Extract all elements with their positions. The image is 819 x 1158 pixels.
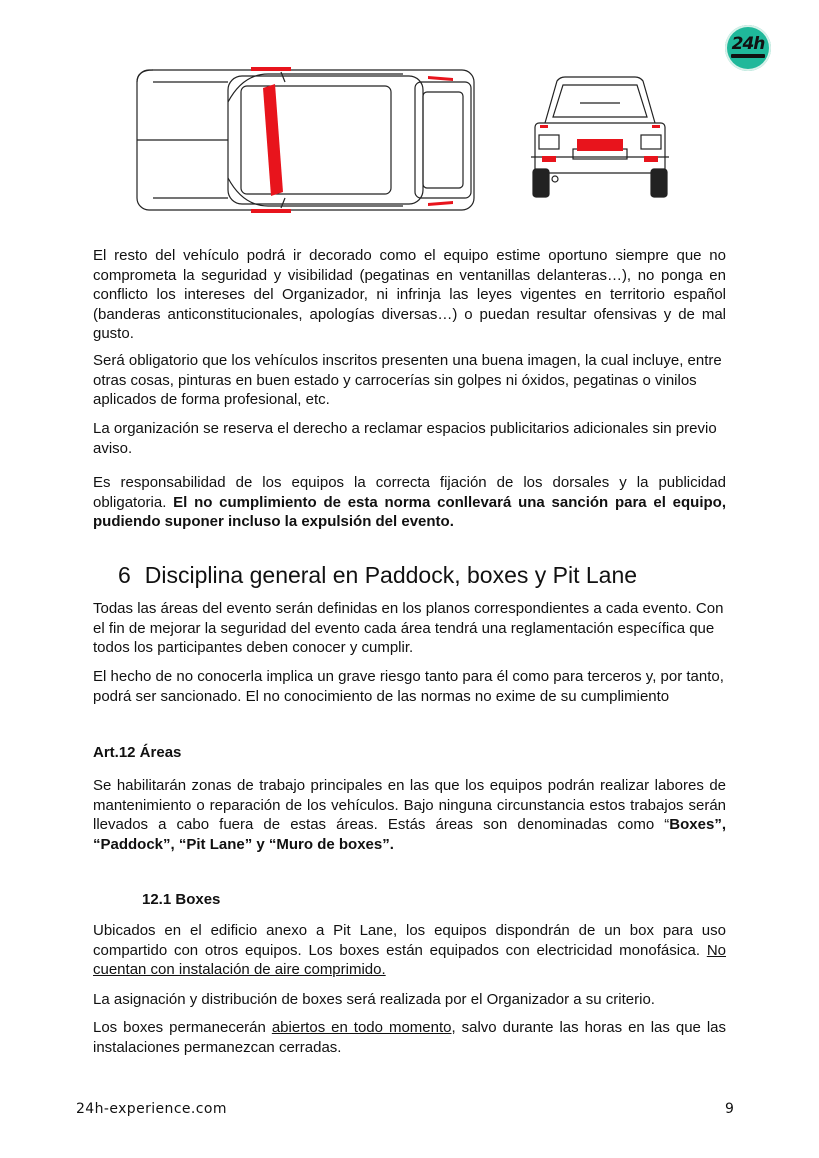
footer-page-number: 9 <box>725 1101 734 1117</box>
section-number: 6 <box>118 562 131 588</box>
paragraph-image: Será obligatorio que los vehículos inscritos presenten una buena imagen, la cual incluye, entre otras cosas, pinturas en buen estado y carrocerías sin golpes ni óxidos, pegatinas o vinilos aplicados de forma profesional, etc. <box>93 352 722 409</box>
boxes-no-compressed-air: No cuentan con instalación de aire comprimido. <box>93 941 726 979</box>
rear-top-left <box>540 125 548 128</box>
car-rear-view-figure <box>525 73 675 201</box>
top-right-strip <box>428 76 453 81</box>
rear-plate-strip <box>577 139 623 151</box>
rear-top-right <box>652 125 660 128</box>
bottom-left-strip <box>251 209 291 213</box>
footer-site: 24h-experience.com <box>76 1101 227 1117</box>
paragraph-areas-defined: Todas las áreas del evento serán definidas en los planos correspondientes a cada evento. Con el fin de mejorar la seguridad del evento cada área tendrá una reglamentación específica que todos los participantes deben conocer y cumplir. <box>93 600 724 657</box>
subsection-boxes-title: 12.1 Boxes <box>142 891 221 908</box>
logo-24h <box>725 25 771 71</box>
bottom-right-strip <box>428 201 453 206</box>
boxes-open-underline: abiertos en todo momento <box>271 1019 452 1036</box>
boxes-open-after: , salvo durante las horas en las que las instalaciones permanezcan cerradas. <box>93 1019 727 1056</box>
paragraph-boxes-open <box>93 1018 726 1057</box>
logo-checker-strip <box>731 54 765 58</box>
paragraph-advertising: La organización se reserva el derecho a reclamar espacios publicitarios adicionales sin previo aviso. <box>93 420 717 457</box>
car-top-view-figure <box>133 62 478 218</box>
article-12-areas: Boxes”, “Paddock”, “Pit Lane” y “Muro de boxes”. <box>93 816 726 853</box>
logo-text: 24h <box>731 34 765 54</box>
section-title: Disciplina general en Paddock, boxes y Pit Lane <box>144 562 638 588</box>
responsibility-text: Es responsabilidad de los equipos la correcta fijación de los dorsales y la publicidad obligatoria. <box>93 474 726 511</box>
boxes-open-before: Los boxes permanecerán <box>93 1019 272 1036</box>
responsibility-sanction: El no cumplimiento de esta norma conllevará una sanción para el equipo, pudiendo suponer incluso la expulsión del evento. <box>93 493 726 531</box>
paragraph-boxes-location <box>93 921 726 980</box>
rear-light-left <box>542 156 556 162</box>
top-left-strip <box>251 67 291 71</box>
article-12-title: Art.12 Áreas <box>93 744 182 761</box>
paragraph-risk: El hecho de no conocerla implica un grave riesgo tanto para él como para terceros y, por tanto, podrá ser sancionado. El no conocimiento de las normas no exime de su cumplimiento <box>93 668 724 705</box>
paragraph-decoration: El resto del vehículo podrá ir decorado como el equipo estime oportuno siempre que no comprometa la seguridad y visibilidad (pegatinas en ventanillas delanteras…), no ponga en conflicto los intereses del Organizador, ni infrinja las leyes vigentes en territorio español (banderas anticonstitucionales, apologías diversas…) o puedan resultar ofensivas y de mal gusto. <box>93 247 726 343</box>
boxes-location-text: Ubicados en el edificio anexo a Pit Lane, los equipos dispondrán de un box para uso compartido con otros equipos. Los boxes están equipados con electricidad monofásica. <box>93 922 726 959</box>
section-heading <box>118 562 651 589</box>
paragraph-boxes-assignment: La asignación y distribución de boxes será realizada por el Organizador a su criterio. <box>93 991 655 1008</box>
rear-light-right <box>644 156 658 162</box>
article-12-text: Se habilitarán zonas de trabajo principales en las que los equipos podrán realizar labores de mantenimiento o reparación de los vehículos. Bajo ninguna circunstancia estos trabajos serán llevados a cabo fuera de estas áreas. Estás áreas son denominadas como “ <box>93 777 726 834</box>
paragraph-responsibility <box>93 473 726 532</box>
paragraph-article-12 <box>93 776 726 854</box>
windshield-strip <box>263 84 283 196</box>
